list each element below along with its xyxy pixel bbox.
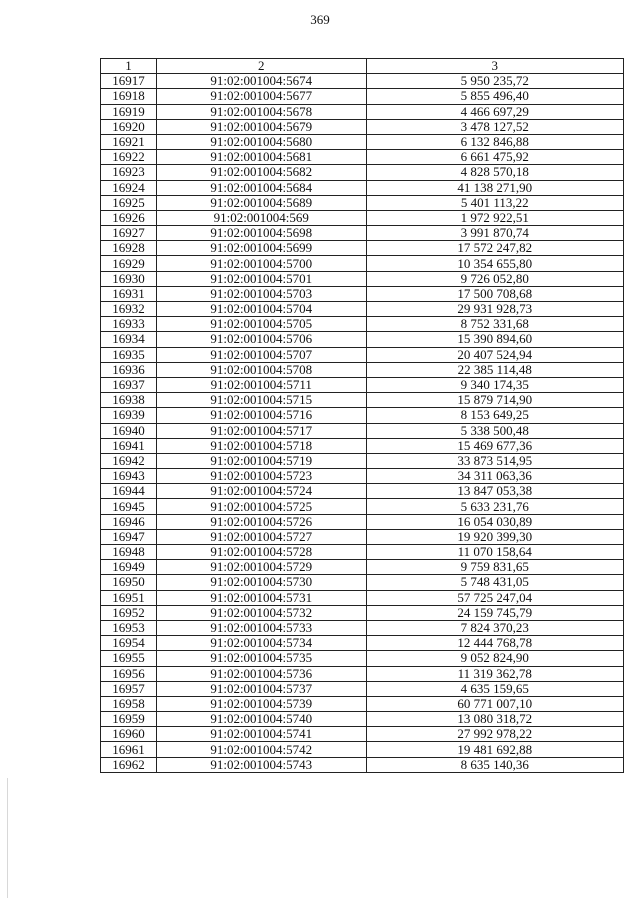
row-number-cell: 16943: [101, 469, 157, 484]
table-row: [101, 484, 624, 499]
row-number-cell: 16927: [101, 226, 157, 241]
row-number-cell: 16930: [101, 271, 157, 286]
cadastral-value-cell: 15 879 714,90: [366, 393, 623, 408]
table-row: [101, 696, 624, 711]
cadastral-number-cell: 91:02:001004:5716: [156, 408, 366, 423]
cadastral-number-cell: 91:02:001004:5703: [156, 286, 366, 301]
table-row: [101, 302, 624, 317]
table-row: [101, 377, 624, 392]
cadastral-value-cell: 15 469 677,36: [366, 438, 623, 453]
table-body: [101, 74, 624, 773]
row-number-cell: 16921: [101, 134, 157, 149]
row-number-cell: 16959: [101, 712, 157, 727]
cadastral-number-cell: 91:02:001004:5707: [156, 347, 366, 362]
cadastral-value-cell: 11 319 362,78: [366, 666, 623, 681]
table-row: [101, 757, 624, 772]
table-row: [101, 423, 624, 438]
cadastral-value-cell: 17 572 247,82: [366, 241, 623, 256]
row-number-cell: 16945: [101, 499, 157, 514]
table-row: [101, 271, 624, 286]
cadastral-value-cell: 10 354 655,80: [366, 256, 623, 271]
table-row: [101, 453, 624, 468]
cadastral-value-cell: 7 824 370,23: [366, 620, 623, 635]
table-header-row: [101, 59, 624, 74]
cadastral-number-cell: 91:02:001004:5718: [156, 438, 366, 453]
row-number-cell: 16961: [101, 742, 157, 757]
cadastral-number-cell: 91:02:001004:5734: [156, 636, 366, 651]
cadastral-value-cell: 4 828 570,18: [366, 165, 623, 180]
cadastral-value-cell: 17 500 708,68: [366, 286, 623, 301]
cadastral-value-cell: 60 771 007,10: [366, 696, 623, 711]
cadastral-number-cell: 91:02:001004:5680: [156, 134, 366, 149]
cadastral-number-cell: 91:02:001004:5715: [156, 393, 366, 408]
row-number-cell: 16948: [101, 545, 157, 560]
cadastral-number-cell: 91:02:001004:5677: [156, 89, 366, 104]
cadastral-number-cell: 91:02:001004:5726: [156, 514, 366, 529]
table-row: [101, 256, 624, 271]
cadastral-value-cell: 5 950 235,72: [366, 74, 623, 89]
row-number-cell: 16940: [101, 423, 157, 438]
row-number-cell: 16917: [101, 74, 157, 89]
table-row: [101, 666, 624, 681]
table-row: [101, 651, 624, 666]
table-row: [101, 241, 624, 256]
cadastral-value-cell: 5 748 431,05: [366, 575, 623, 590]
cadastral-value-cell: 19 481 692,88: [366, 742, 623, 757]
table-row: [101, 393, 624, 408]
row-number-cell: 16925: [101, 195, 157, 210]
cadastral-value-cell: 24 159 745,79: [366, 605, 623, 620]
cadastral-value-cell: 29 931 928,73: [366, 302, 623, 317]
cadastral-number-cell: 91:02:001004:5684: [156, 180, 366, 195]
row-number-cell: 16960: [101, 727, 157, 742]
cadastral-value-cell: 8 153 649,25: [366, 408, 623, 423]
cadastral-value-cell: 20 407 524,94: [366, 347, 623, 362]
table-row: [101, 104, 624, 119]
row-number-cell: 16962: [101, 757, 157, 772]
table-row: [101, 545, 624, 560]
row-number-cell: 16951: [101, 590, 157, 605]
row-number-cell: 16939: [101, 408, 157, 423]
cadastral-number-cell: 91:02:001004:5704: [156, 302, 366, 317]
cadastral-value-cell: 15 390 894,60: [366, 332, 623, 347]
cadastral-value-table: [100, 58, 624, 773]
cadastral-value-cell: 19 920 399,30: [366, 529, 623, 544]
cadastral-value-cell: 4 635 159,65: [366, 681, 623, 696]
table-row: [101, 681, 624, 696]
cadastral-number-cell: 91:02:001004:5725: [156, 499, 366, 514]
row-number-cell: 16946: [101, 514, 157, 529]
cadastral-number-cell: 91:02:001004:5724: [156, 484, 366, 499]
row-number-cell: 16923: [101, 165, 157, 180]
cadastral-number-cell: 91:02:001004:5736: [156, 666, 366, 681]
table-row: [101, 119, 624, 134]
row-number-cell: 16949: [101, 560, 157, 575]
cadastral-number-cell: 91:02:001004:5735: [156, 651, 366, 666]
column-header-cadastral-number: 2: [156, 59, 366, 74]
table-row: [101, 560, 624, 575]
cadastral-number-cell: 91:02:001004:5723: [156, 469, 366, 484]
cadastral-value-cell: 11 070 158,64: [366, 545, 623, 560]
row-number-cell: 16956: [101, 666, 157, 681]
cadastral-value-cell: 5 633 231,76: [366, 499, 623, 514]
cadastral-number-cell: 91:02:001004:5698: [156, 226, 366, 241]
cadastral-value-cell: 8 752 331,68: [366, 317, 623, 332]
cadastral-number-cell: 91:02:001004:5706: [156, 332, 366, 347]
row-number-cell: 16926: [101, 210, 157, 225]
cadastral-number-cell: 91:02:001004:5730: [156, 575, 366, 590]
cadastral-value-cell: 9 340 174,35: [366, 377, 623, 392]
table-row: [101, 742, 624, 757]
cadastral-value-cell: 6 132 846,88: [366, 134, 623, 149]
cadastral-value-cell: 3 478 127,52: [366, 119, 623, 134]
table-row: [101, 499, 624, 514]
cadastral-value-cell: 57 725 247,04: [366, 590, 623, 605]
cadastral-number-cell: 91:02:001004:5743: [156, 757, 366, 772]
cadastral-number-cell: 91:02:001004:5737: [156, 681, 366, 696]
row-number-cell: 16954: [101, 636, 157, 651]
cadastral-number-cell: 91:02:001004:5717: [156, 423, 366, 438]
table-row: [101, 180, 624, 195]
cadastral-number-cell: 91:02:001004:5741: [156, 727, 366, 742]
row-number-cell: 16950: [101, 575, 157, 590]
row-number-cell: 16931: [101, 286, 157, 301]
row-number-cell: 16918: [101, 89, 157, 104]
cadastral-number-cell: 91:02:001004:5740: [156, 712, 366, 727]
cadastral-number-cell: 91:02:001004:5719: [156, 453, 366, 468]
row-number-cell: 16958: [101, 696, 157, 711]
cadastral-number-cell: 91:02:001004:5674: [156, 74, 366, 89]
row-number-cell: 16924: [101, 180, 157, 195]
cadastral-value-cell: 27 992 978,22: [366, 727, 623, 742]
cadastral-value-cell: 9 052 824,90: [366, 651, 623, 666]
cadastral-number-cell: 91:02:001004:5699: [156, 241, 366, 256]
table-row: [101, 165, 624, 180]
table-row: [101, 150, 624, 165]
table-row: [101, 590, 624, 605]
cadastral-number-cell: 91:02:001004:569: [156, 210, 366, 225]
cadastral-number-cell: 91:02:001004:5678: [156, 104, 366, 119]
row-number-cell: 16936: [101, 362, 157, 377]
cadastral-number-cell: 91:02:001004:5727: [156, 529, 366, 544]
margin-line: [7, 778, 8, 898]
cadastral-number-cell: 91:02:001004:5681: [156, 150, 366, 165]
row-number-cell: 16947: [101, 529, 157, 544]
cadastral-number-cell: 91:02:001004:5700: [156, 256, 366, 271]
row-number-cell: 16919: [101, 104, 157, 119]
row-number-cell: 16934: [101, 332, 157, 347]
row-number-cell: 16941: [101, 438, 157, 453]
cadastral-value-cell: 6 661 475,92: [366, 150, 623, 165]
row-number-cell: 16937: [101, 377, 157, 392]
cadastral-value-cell: 13 080 318,72: [366, 712, 623, 727]
cadastral-value-cell: 9 726 052,80: [366, 271, 623, 286]
cadastral-number-cell: 91:02:001004:5733: [156, 620, 366, 635]
table-row: [101, 226, 624, 241]
row-number-cell: 16952: [101, 605, 157, 620]
cadastral-value-cell: 41 138 271,90: [366, 180, 623, 195]
table-row: [101, 620, 624, 635]
row-number-cell: 16920: [101, 119, 157, 134]
cadastral-number-cell: 91:02:001004:5705: [156, 317, 366, 332]
row-number-cell: 16928: [101, 241, 157, 256]
cadastral-number-cell: 91:02:001004:5711: [156, 377, 366, 392]
cadastral-value-cell: 16 054 030,89: [366, 514, 623, 529]
table-row: [101, 605, 624, 620]
table-row: [101, 332, 624, 347]
cadastral-value-cell: 8 635 140,36: [366, 757, 623, 772]
cadastral-number-cell: 91:02:001004:5682: [156, 165, 366, 180]
cadastral-value-cell: 33 873 514,95: [366, 453, 623, 468]
row-number-cell: 16929: [101, 256, 157, 271]
row-number-cell: 16944: [101, 484, 157, 499]
page-number: 369: [310, 12, 330, 27]
cadastral-value-cell: 9 759 831,65: [366, 560, 623, 575]
row-number-cell: 16942: [101, 453, 157, 468]
row-number-cell: 16932: [101, 302, 157, 317]
table-row: [101, 74, 624, 89]
cadastral-value-cell: 1 972 922,51: [366, 210, 623, 225]
row-number-cell: 16938: [101, 393, 157, 408]
cadastral-value-cell: 5 855 496,40: [366, 89, 623, 104]
cadastral-value-cell: 5 338 500,48: [366, 423, 623, 438]
cadastral-number-cell: 91:02:001004:5729: [156, 560, 366, 575]
cadastral-number-cell: 91:02:001004:5679: [156, 119, 366, 134]
table-row: [101, 347, 624, 362]
table-row: [101, 514, 624, 529]
cadastral-number-cell: 91:02:001004:5689: [156, 195, 366, 210]
cadastral-value-cell: 22 385 114,48: [366, 362, 623, 377]
table-row: [101, 438, 624, 453]
row-number-cell: 16957: [101, 681, 157, 696]
table-row: [101, 362, 624, 377]
cadastral-value-cell: 12 444 768,78: [366, 636, 623, 651]
table-row: [101, 408, 624, 423]
table-row: [101, 636, 624, 651]
cadastral-value-cell: 34 311 063,36: [366, 469, 623, 484]
cadastral-number-cell: 91:02:001004:5708: [156, 362, 366, 377]
cadastral-number-cell: 91:02:001004:5739: [156, 696, 366, 711]
table-row: [101, 286, 624, 301]
row-number-cell: 16953: [101, 620, 157, 635]
table-row: [101, 727, 624, 742]
column-header-number: 1: [101, 59, 157, 74]
cadastral-number-cell: 91:02:001004:5701: [156, 271, 366, 286]
table-row: [101, 89, 624, 104]
table-row: [101, 317, 624, 332]
table-row: [101, 712, 624, 727]
table-row: [101, 210, 624, 225]
table-row: [101, 529, 624, 544]
row-number-cell: 16922: [101, 150, 157, 165]
cadastral-number-cell: 91:02:001004:5728: [156, 545, 366, 560]
table-row: [101, 195, 624, 210]
cadastral-number-cell: 91:02:001004:5731: [156, 590, 366, 605]
row-number-cell: 16933: [101, 317, 157, 332]
column-header-value: 3: [366, 59, 623, 74]
row-number-cell: 16935: [101, 347, 157, 362]
cadastral-value-cell: 5 401 113,22: [366, 195, 623, 210]
cadastral-value-cell: 13 847 053,38: [366, 484, 623, 499]
cadastral-number-cell: 91:02:001004:5742: [156, 742, 366, 757]
table-row: [101, 134, 624, 149]
row-number-cell: 16955: [101, 651, 157, 666]
table-row: [101, 469, 624, 484]
cadastral-value-cell: 3 991 870,74: [366, 226, 623, 241]
table-row: [101, 575, 624, 590]
cadastral-value-cell: 4 466 697,29: [366, 104, 623, 119]
cadastral-number-cell: 91:02:001004:5732: [156, 605, 366, 620]
